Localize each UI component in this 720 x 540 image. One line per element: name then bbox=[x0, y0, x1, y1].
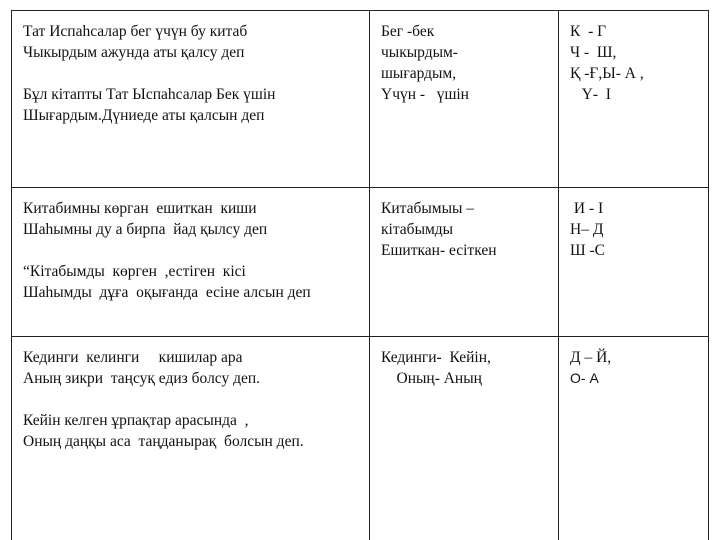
table-row bbox=[12, 337, 709, 540]
word-correspondence-cell bbox=[370, 11, 559, 188]
letter-pair: Н– Д bbox=[570, 221, 604, 238]
new-text-line: “Кітабымды көрген ,естіген кісі bbox=[23, 263, 246, 280]
word-pair: Үчүн - үшін bbox=[381, 86, 469, 103]
word-pair: шығардым, bbox=[381, 65, 457, 82]
old-text-line: Кединги келинги кишилар ара bbox=[23, 349, 243, 366]
word-pair: Ешиткан- есіткен bbox=[381, 242, 497, 259]
word-pair: Китабымыы – bbox=[381, 200, 475, 217]
letter-correspondence-cell bbox=[559, 188, 709, 337]
word-correspondence-cell bbox=[370, 188, 559, 337]
new-text-line: Бұл кітапты Тат Ыспаһсалар Бек үшін bbox=[23, 86, 276, 103]
letter-pair: И - І bbox=[570, 200, 604, 217]
old-text-line: Чыкырдым ажунда аты қалсу деп bbox=[23, 44, 245, 61]
old-text-line: Тат Испаһсалар бег үчүн бу китаб bbox=[23, 23, 248, 40]
letter-pair: О- А bbox=[570, 370, 599, 386]
letter-pair: Д – Й, bbox=[570, 349, 612, 366]
old-text-line: Аның зикри таңсуқ едиз болсу деп. bbox=[23, 370, 261, 387]
text-cell bbox=[12, 188, 370, 337]
letter-pair: Ш -С bbox=[570, 242, 606, 259]
word-pair: Кединги- Кейін, bbox=[381, 349, 491, 366]
word-pair: Оның- Аның bbox=[381, 370, 482, 387]
old-text-line: Шаһымны ду а бирпа йад қылсу деп bbox=[23, 221, 268, 238]
letter-pair: К - Г bbox=[570, 23, 607, 40]
old-text-line: Китабимны көрган ешиткан киши bbox=[23, 200, 257, 217]
table-row bbox=[12, 188, 709, 337]
word-pair: Бег -бек bbox=[381, 23, 435, 40]
table-row bbox=[12, 11, 709, 188]
new-text-line: Шаһымды дұға оқығанда есіне алсын деп bbox=[23, 284, 311, 301]
letter-pair: Ч - Ш, bbox=[570, 44, 617, 61]
letter-pair: Ү- І bbox=[570, 86, 611, 103]
comparison-table bbox=[11, 10, 709, 540]
new-text-line: Оның даңқы аса таңданырақ болсын деп. bbox=[23, 433, 304, 450]
new-text-line: Шығардым.Дүниеде аты қалсын деп bbox=[23, 107, 265, 124]
letter-pair: Қ -Ғ,Ы- А , bbox=[570, 65, 644, 82]
letter-correspondence-cell bbox=[559, 11, 709, 188]
new-text-line: Кейін келген ұрпақтар арасында , bbox=[23, 412, 249, 429]
letter-correspondence-cell bbox=[559, 337, 709, 540]
text-cell bbox=[12, 337, 370, 540]
word-pair: чыкырдым- bbox=[381, 44, 458, 61]
text-cell bbox=[12, 11, 370, 188]
word-pair: кітабымды bbox=[381, 221, 454, 238]
word-correspondence-cell bbox=[370, 337, 559, 540]
